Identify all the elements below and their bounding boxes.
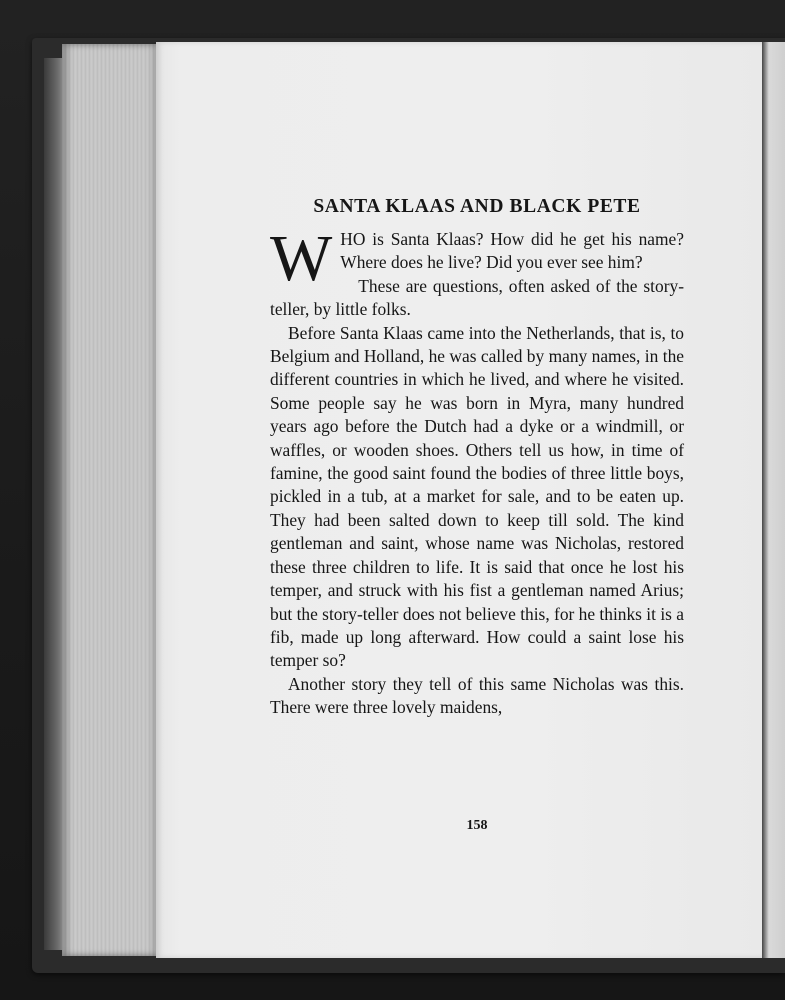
page-number: 158 bbox=[466, 818, 488, 833]
paragraph-1 bbox=[270, 222, 684, 295]
paragraph-2: These are questions, often asked of the story-teller, by little folks. bbox=[270, 275, 684, 320]
chapter-title: SANTA KLAAS AND BLACK PETE bbox=[313, 196, 641, 217]
page-text-block bbox=[270, 196, 684, 720]
drop-cap: W bbox=[270, 222, 333, 295]
page-stack-edges bbox=[62, 44, 158, 956]
paragraph-3: Before Santa Klaas came into the Netherlands, that is, to Belgium and Holland, he was called by many names, in the different countries in which he lived, and where he visited. Some people say he was born in Myra, many hundred years ago before the Dutch had a dyke or a windmill, or waffles, or wooden shoes. Others tell us how, in time of famine, the good saint found the bodies of three little boys, pickled in a tub, at a market for sale, and to be eaten up. They had been salted down to keep till sold. The kind gentleman and saint, whose name was Nicholas, restored these three children to life. It is said that once he lost his temper, and struck with his fist a gentleman named Arius; but the story-teller does not believe this, for he thinks it is a fib, made up long afterward. How could a saint lose his temper so? bbox=[270, 322, 684, 671]
paragraph-1-text: HO is Santa Klaas? How did he get his name? Where does he live? Did you ever see him? bbox=[340, 229, 684, 273]
paragraph-4: Another story they tell of this same Nicholas was this. There were three lovely maidens, bbox=[270, 673, 684, 718]
book-gutter bbox=[762, 42, 785, 958]
